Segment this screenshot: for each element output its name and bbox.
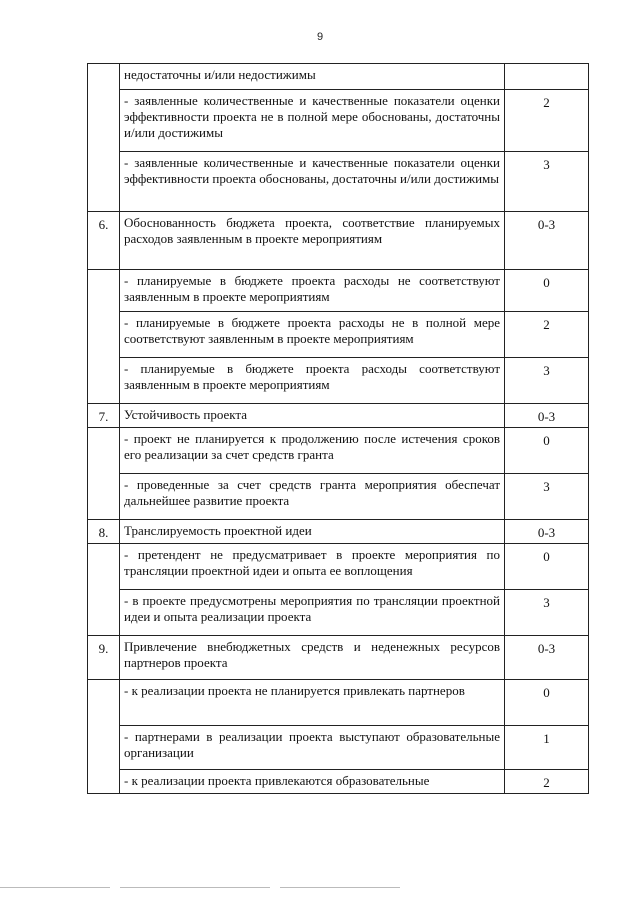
table-row <box>88 474 589 520</box>
criterion-number <box>88 358 120 404</box>
table-row <box>88 212 589 270</box>
criterion-text: - проект не планируется к продолжению после истечения сроков его реализации за счет средств гранта <box>120 428 505 474</box>
criterion-text: - заявленные количественные и качественные показатели оценки эффективности проекта обоснованы, достаточны и/или достижимы <box>120 152 505 212</box>
criterion-number <box>88 312 120 358</box>
criterion-number <box>88 428 120 474</box>
criterion-text: недостаточны и/или недостижимы <box>120 64 505 90</box>
criterion-score <box>505 64 589 90</box>
criterion-number: 7. <box>88 404 120 428</box>
criterion-score: 3 <box>505 358 589 404</box>
criterion-number <box>88 270 120 312</box>
criterion-text: - планируемые в бюджете проекта расходы не соответствуют заявленным в проекте мероприятиям <box>120 270 505 312</box>
table-row <box>88 680 589 726</box>
criterion-score: 0 <box>505 270 589 312</box>
criterion-score: 2 <box>505 312 589 358</box>
criterion-score: 3 <box>505 590 589 636</box>
criterion-text: - в проекте предусмотрены мероприятия по трансляции проектной идеи и опыта реализации проекта <box>120 590 505 636</box>
table-row <box>88 90 589 152</box>
criterion-number <box>88 474 120 520</box>
criterion-number: 9. <box>88 636 120 680</box>
criterion-score: 0 <box>505 544 589 590</box>
criteria-table <box>87 63 589 794</box>
criterion-number <box>88 726 120 770</box>
criterion-number <box>88 152 120 212</box>
criterion-score: 0-3 <box>505 520 589 544</box>
criterion-score: 0-3 <box>505 404 589 428</box>
criterion-text: - планируемые в бюджете проекта расходы соответствуют заявленным в проекте мероприятиям <box>120 358 505 404</box>
table-row <box>88 544 589 590</box>
table-row <box>88 152 589 212</box>
table-row <box>88 64 589 90</box>
table-row <box>88 636 589 680</box>
criterion-text: Обоснованность бюджета проекта, соответствие планируемых расходов заявленным в проекте мероприятиям <box>120 212 505 270</box>
criterion-text: Привлечение внебюджетных средств и неденежных ресурсов партнеров проекта <box>120 636 505 680</box>
table-row <box>88 726 589 770</box>
criterion-score: 3 <box>505 474 589 520</box>
criterion-text: - планируемые в бюджете проекта расходы не в полной мере соответствуют заявленным в проекте мероприятиям <box>120 312 505 358</box>
table-row <box>88 770 589 794</box>
criterion-text: Устойчивость проекта <box>120 404 505 428</box>
criterion-score: 2 <box>505 90 589 152</box>
criterion-score: 0 <box>505 428 589 474</box>
criterion-score: 0 <box>505 680 589 726</box>
footer-line <box>280 887 400 888</box>
criterion-text: - к реализации проекта не планируется привлекать партнеров <box>120 680 505 726</box>
footer-line <box>120 887 270 888</box>
criterion-text: - проведенные за счет средств гранта мероприятия обеспечат дальнейшее развитие проекта <box>120 474 505 520</box>
table-row <box>88 590 589 636</box>
criterion-text: - партнерами в реализации проекта выступают образовательные организации <box>120 726 505 770</box>
table-row <box>88 404 589 428</box>
criterion-number <box>88 544 120 590</box>
criterion-text: Транслируемость проектной идеи <box>120 520 505 544</box>
criterion-number <box>88 64 120 90</box>
criterion-number <box>88 680 120 726</box>
criterion-score: 1 <box>505 726 589 770</box>
table-row <box>88 428 589 474</box>
criterion-score: 3 <box>505 152 589 212</box>
criterion-text: - к реализации проекта привлекаются образовательные <box>120 770 505 794</box>
page-number: 9 <box>316 31 324 43</box>
table-row <box>88 270 589 312</box>
table-row <box>88 520 589 544</box>
criterion-text: - претендент не предусматривает в проекте мероприятия по трансляции проектной идеи и опыта ее воплощения <box>120 544 505 590</box>
criterion-number: 6. <box>88 212 120 270</box>
criterion-number: 8. <box>88 520 120 544</box>
criteria-table-body <box>88 64 589 794</box>
table-row <box>88 358 589 404</box>
criterion-score: 0-3 <box>505 212 589 270</box>
criterion-number <box>88 770 120 794</box>
criterion-score: 0-3 <box>505 636 589 680</box>
criterion-number <box>88 590 120 636</box>
criterion-text: - заявленные количественные и качественные показатели оценки эффективности проекта не в полной мере обоснованы, достаточны и/или достижимы <box>120 90 505 152</box>
criterion-score: 2 <box>505 770 589 794</box>
table-row <box>88 312 589 358</box>
footer-line <box>0 887 110 888</box>
criterion-number <box>88 90 120 152</box>
